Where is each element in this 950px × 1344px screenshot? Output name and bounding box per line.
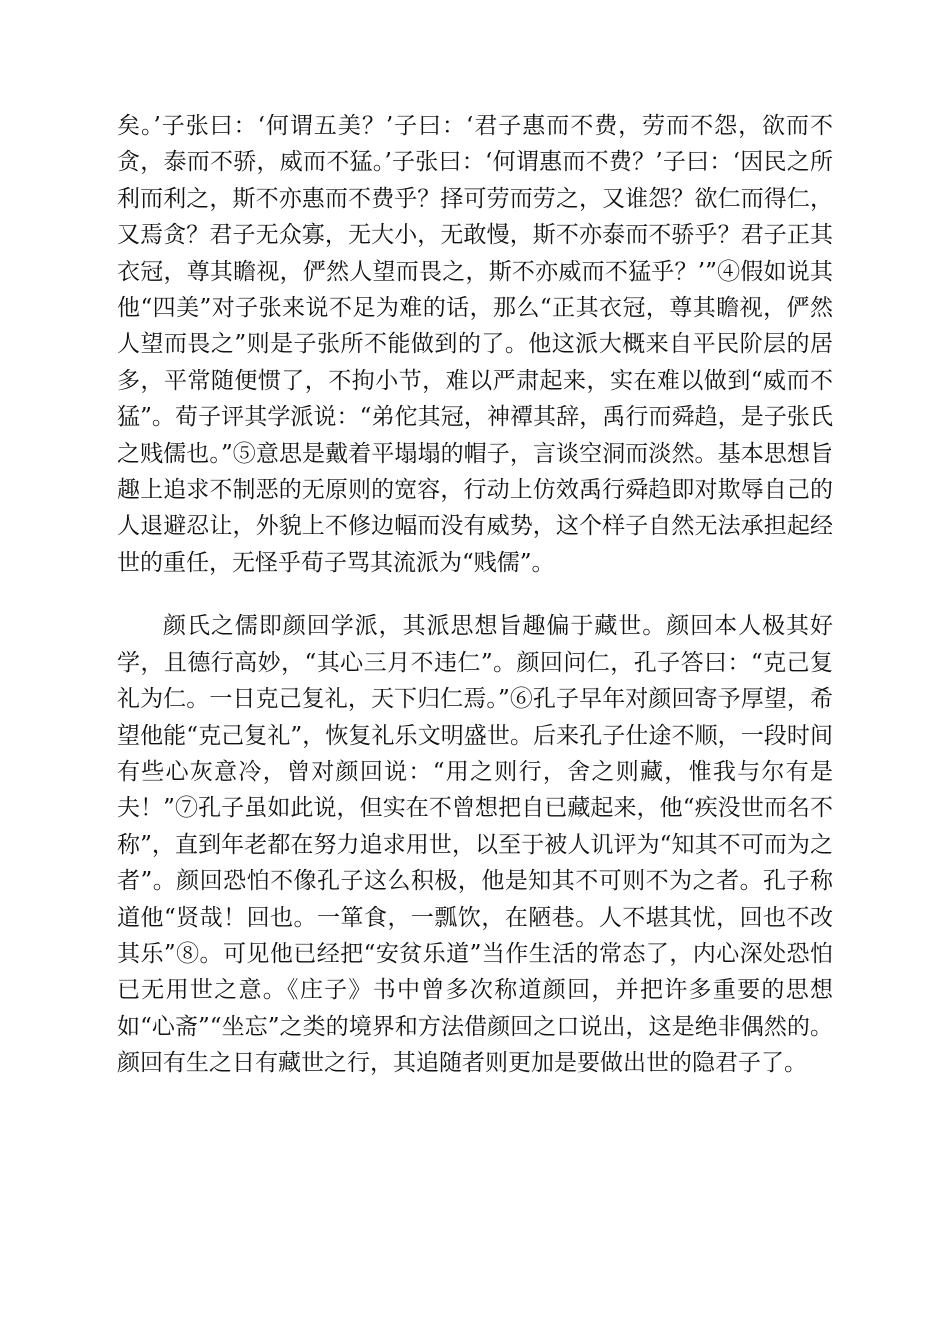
document-body: [117, 108, 833, 1082]
paragraph-yanhui: 颜氏之儒即颜回学派，其派思想旨趣偏于藏世。颜回本人极其好学，且德行高妙，“其心三月不违仁”。颜回问仁，孔子答曰：“克己复礼为仁。一日克己复礼，天下归仁焉。”⑥孔子早年对颜回寄予厚望，希望他能“克己复礼”，恢复礼乐文明盛世。后来孔子仕途不顺，一段时间有些心灰意冷，曾对颜回说：“用之则行，舍之则藏，惟我与尔有是夫！”⑦孔子虽如此说，但实在不曾想把自已藏起来，他“疾没世而名不称”，直到年老都在努力追求用世，以至于被人讥评为“知其不可而为之者”。颜回恐怕不像孔子这么积极，他是知其不可则不为之者。孔子称道他“贤哉！回也。一箪食，一瓢饮，在陋巷。人不堪其忧，回也不改其乐”⑧。可见他已经把“安贫乐道”当作生活的常态了，内心深处恐怕已无用世之意。《庄子》书中曾多次称道颜回，并把许多重要的思想如“心斋”“坐忘”之类的境界和方法借颜回之口说出，这是绝非偶然的。颜回有生之日有藏世之行，其追随者则更加是要做出世的隐君子了。: [117, 613, 833, 1077]
paragraph-zizhang: 矣。’子张曰：‘何谓五美？’子曰：‘君子惠而不费，劳而不怨，欲而不贪，泰而不骄，威而不猛。’子张曰：‘何谓惠而不费？’子曰：‘因民之所利而利之，斯不亦惠而不费乎？择可劳而劳之，又谁怨？欲仁而得仁，又焉贪？君子无众寡，无大小，无敢慢，斯不亦泰而不骄乎？君子正其衣冠，尊其瞻视，俨然人望而畏之，斯不亦威而不猛乎？’”④假如说其他“四美”对子张来说不足为难的话，那么“正其衣冠，尊其瞻视，俨然人望而畏之”则是子张所不能做到的了。他这派大概来自平民阶层的居多，平常随便惯了，不拘小节，难以严肃起来，实在难以做到“威而不猛”。荀子评其学派说：“弟佗其冠，神禫其辞，禹行而舜趋，是子张氏之贱儒也。”⑤意思是戴着平塌塌的帽子，言谈空洞而淡然。基本思想旨趣上追求不制恶的无原则的宽容，行动上仿效禹行舜趋即对欺辱自己的人退避忍让，外貌上不修边幅而没有威势，这个样子自然无法承担起经世的重任，无怪乎荀子骂其流派为“贱儒”。: [117, 113, 833, 576]
